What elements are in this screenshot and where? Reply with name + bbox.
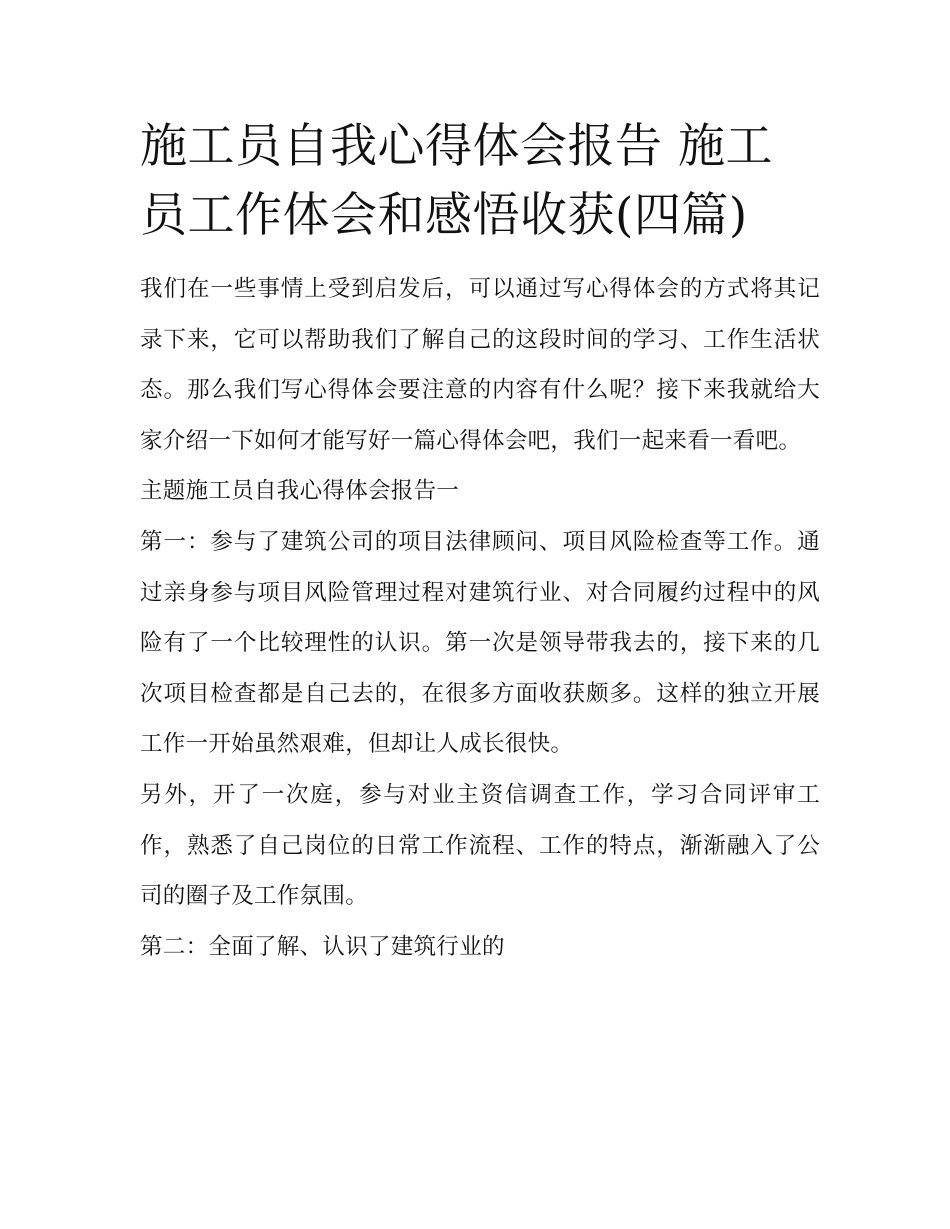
document-title: 施工员自我心得体会报告 施工员工作体会和感悟收获(四篇) [140,119,773,243]
intro-paragraph: 我们在一些事情上受到启发后，可以通过写心得体会的方式将其记录下来，它可以帮助我们了解自己的这段时间的学习、工作生活状态。那么我们写心得体会要注意的内容有什么呢？接下来我就给大家介绍一下如何才能写好一篇心得体会吧，我们一起来看一看吧。 [140,276,820,454]
point-one-paragraph: 第一：参与了建筑公司的项目法律顾问、项目风险检查等工作。通过亲身参与项目风险管理过程对建筑行业、对合同履约过程中的风险有了一个比较理性的认识。第一次是领导带我去的，接下来的几次项目检查都是自己去的，在很多方面收获颇多。这样的独立开展工作一开始虽然艰难，但却让人成长很快。 [140,528,820,758]
point-two-paragraph: 第二：全面了解、认识了建筑行业的 [140,933,505,960]
section-heading: 主题施工员自我心得体会报告一 [140,478,460,505]
additional-paragraph: 另外，开了一次庭，参与对业主资信调查工作，学习合同评审工作，熟悉了自己岗位的日常工作流程、工作的特点，渐渐融入了公司的圈子及工作氛围。 [140,781,820,910]
document-body [140,112,820,972]
